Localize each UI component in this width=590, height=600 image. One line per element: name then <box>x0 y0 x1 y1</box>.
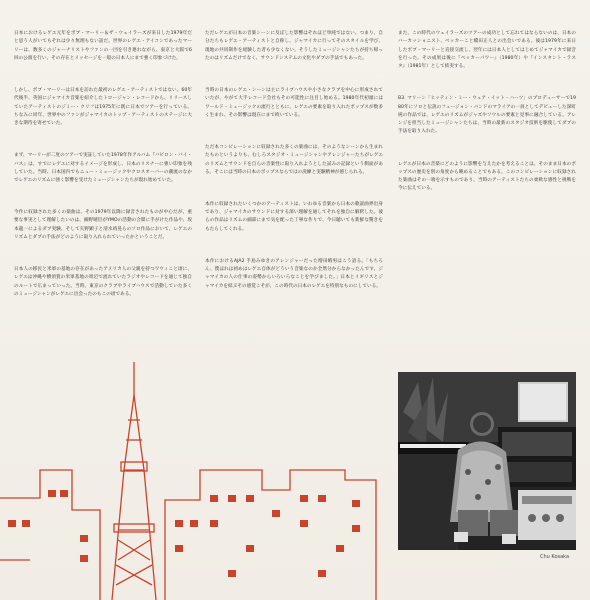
text-column-1 <box>14 14 192 323</box>
paragraph: 日本人の移民と米軍の基地の存在があったアメリカ人の父親を持つワウィこと頃に、レゲエは沖縄や横須賀の米軍基地の周辺で流れていたラジオやレコードを通じて独自のルートで広まっていった。当時、東京のクラブやライブハウスで活動していた多くのミュージシャンがレゲエに出会ったのもこの頃である。 <box>14 267 192 297</box>
building-windows <box>8 490 360 577</box>
city-buildings <box>0 470 376 600</box>
paragraph: まず、マーリーが二度のツアーで実証していた1978年作アルバム『バビロン・バイ・バス』は、すでにレゲエに対するイメージを形成し、日本のリスナーに強い印象を残していた。当時、日本国内でもニュー・ミュージックやクロスオーバーの潮流のなかでレゲエのリズムに強く影響を受けたミュージシャンたちが現れ始めていた。 <box>14 153 192 183</box>
paragraph: ただ本コンピレーションに収録された多くの楽曲には、そのようなシーンから生まれたものというよりも、むしろスタジオ・ミュージシャンやアレンジャーたちがレゲエのリズムとサウンドを自らの音楽性に取り入れようとした試みの記録という側面がある。そこには当時の日本のポップスならではの洗練と実験精神が感じられる。 <box>205 145 383 175</box>
text-column-3 <box>398 14 576 366</box>
paragraph: 当時の日本のレゲエ・シーンは主にライブハウスや小さなクラブを中心に形成されていたが、やがて大手レコード会社もその可能性に注目し始める。1980年代初頭にはワールド・ミュージックの流行とともに、レゲエの要素を取り入れたポップスが数多く生まれ、その影響は現在にまで続いている。 <box>205 88 383 118</box>
paragraph: 本作に収録されたいくつかのアーティストは、いわゆる音楽から日本の歌謡曲界出身であり、ジャマイカのサウンドに対する深い理解を通してそれを独自に解釈した。彼らの作品はリズムの細部にまで気を配った丁寧な作りで、今日聴いても新鮮な驚きをもたらしてくれる。 <box>205 202 383 232</box>
studio-photo-illustration <box>398 372 576 550</box>
paragraph: ただレゲエが日本の音楽シーンに及ぼした影響はそれほど単純ではない。つまり、自分たちもレゲエ・アーティストと自称し、ジャマイカに行ってそのスタイルを学び、現地の共同制作を経験した者も少なくない。そうしたミュージシャンたちが持ち帰ったのはリズムだけでなく、サウンドシステムの文化やダブの手法でもあった。 <box>205 31 383 61</box>
paragraph: 今作に収録された多くの楽曲は、その1979年以降に録音されたものが中心だが、重要な事実として理解したいのは、細野晴臣がYMOの活動の合間に手がけた作品や、坂本龍一によるダブ実験、そして矢野顕子と清水靖晃らのソロ作品において、レゲエのリズムとダブの手法がどのように取り入れられていったかということだ。 <box>14 210 192 240</box>
paragraph: しかし、ボブ・マーリーは日本を訪れた最初のレゲエ・アーティストではない。60年代後半、英国にジャマイカ音楽を紹介したトロージャン・レコードから、リリースしていたアーティストのジミー・クリフは1975年に既に日本でツアーを行っている。ちなみに同年、世界中のファンがジャマイカのトップ・アーティストのステージに大きな期待を寄せていた。 <box>14 88 192 126</box>
paragraph: 本作におけるAJA2 手島みゆきのアレンジャーだった増田晴男はこう語る。「もちろん、僕ほれは初めはレゲエ自体がどういう音楽なのか全然分からなかったんです。ジャマイカの人の仕事の姿勢からいろいろなことを学びました。」日本とイギリスとジャマイカを結ぶその感覚こそが、この時代の日本のレゲエを特別なものにしている。 <box>205 259 383 289</box>
paragraph: また、この時代のウェイラーズのツアーの成功として忘れてはならないのは、日本のバーカッショニスト、ペッカーこと橋田正人との出会いである。彼は1979年に来日したボブ・マーリーと直接交流し、翌年には日本人としてはじめてジャマイカで録音を行った。その成果は後に『ペッカーパワー』（1980年）や『インスタント・ラスタ』（1981年）として結実する。 <box>398 31 576 69</box>
tokyo-tower-icon <box>112 362 156 600</box>
paragraph: レゲエが日本の音楽にどのように影響を与えたかを考えることは、そのまま日本のポップスの歴史を別の角度から眺めることでもある。このコンピレーションに収録された楽曲はその一端を示すものであり、当時のアーティストたちの柔軟な感性と挑戦を今に伝えている。 <box>398 161 576 191</box>
paragraph: 日本におけるレゲエ元年をボブ・マーリー＆ザ・ウェイラーズが来日した1979年だと思う人がいてもそれは少々無理もない話だ。世界のレゲエ・アイコンであったマーリーは、数多くのジャーナリストやファンの一団を引き連れながら、東京と大阪で6回の公演を行い、その存在とメッセージを一般の日本人にまで強く印象づけた。 <box>14 31 192 61</box>
studio-photo <box>398 372 576 550</box>
text-column-2 <box>205 14 383 315</box>
paragraph: B3. マリーン「ヒッティン・ミー・ウェア・イット・ハーツ」のプロデューサーで1980年にソロと伝説のフュージョン・バンドのマライアの一員としてデビューした深町純の作品では、レゲエのリズムがジャズやソウルの要素と見事に融合している。アレンジを担当したミュージシャンたちは、当時の最新のスタジオ技術を駆使してダブの手法を取り入れた。 <box>398 96 576 135</box>
photo-caption: Chu Kosaka <box>540 554 570 560</box>
